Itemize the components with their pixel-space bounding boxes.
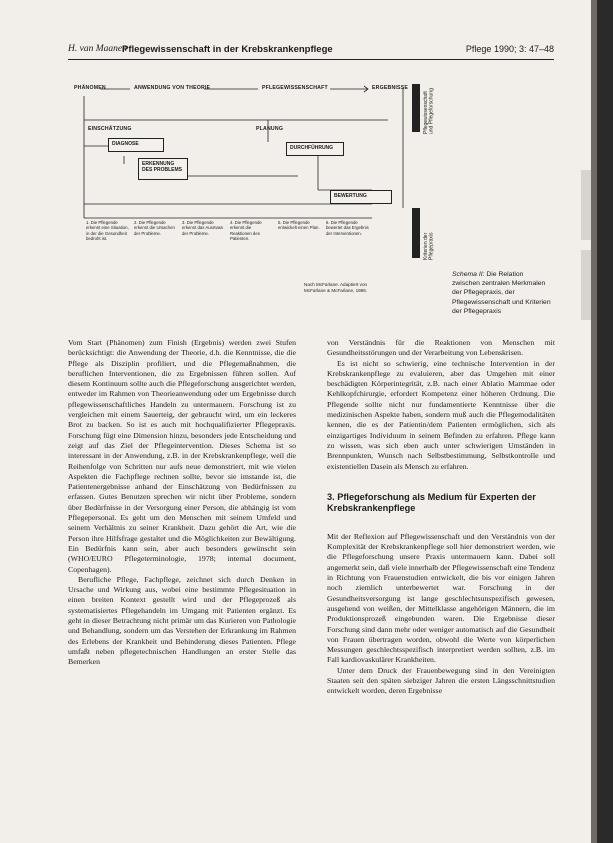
- page-side-tab: [581, 250, 591, 320]
- section-heading: 3. Pflegeforschung als Medium für Experten der Krebskrankenpflege: [327, 491, 536, 513]
- scheme-vertical-label-top: Pflegewissenschaft und Pflegeforschung: [423, 88, 435, 134]
- header-page-reference: Pflege 1990; 3: 47–48: [465, 44, 554, 54]
- scheme-step-2: 2. Die Pflegende erkennt die Ursachen der Probleme.: [134, 220, 175, 236]
- text-column-right: [327, 338, 555, 697]
- text-column-left: [68, 338, 296, 668]
- scheme-box-diagnosis: DIAGNOSE: [108, 138, 164, 152]
- body-paragraph: Es ist nicht so schwierig, eine technische Intervention in der Krebskrankenpflege zu evaluieren, aber das Umgehen mit einer beschädigten Körperintegrität, z.B. nach einer Ablatio Mammae oder Kehlkopfchirurgie, erfordert Kompetenz einer höheren Ordnung. Die Pflegende sollte nicht nur fundamentierte Kenntnisse über die medizinischen Aspekte haben, sondern muß auch die Pflegemodalitäten kennen, die es der Patientin/dem Patienten ermöglichen, sich als einzigartiges Individuum in seinem Befinden zu erfahren. Pflege kann zu wissen, was sich eben auch unter schwierigen Umständen in Brennpunkten, Wunsch nach Selbstbestimmung, Selbstkontrolle und existentiellen Dasein als Mensch zu erfahren.: [327, 358, 555, 471]
- body-paragraph: Mit der Reflexion auf Pflegewissenschaft und den Verständnis von der Komplexität der Krebskrankenpflege soll hier demonstriert werden, wie die Pflegeforschung unsere Praxis untermauern kann. Dabei soll angemerkt sein, daß viele innerhalb der Pflegewissenschaft eine Tendenz in Richtung von Frauenstudien entwickelt, die bis vor einigen Jahren noch ziemlich unterbewertet war. Forschung in der Gesundheitsversorgung ist lange geschlechtsunspezifisch gewesen, ausgehend von weißen, der Mittelklasse angehörigen Männern, die im Produktionsprozeß eingebunden waren. Die Ergebnisse dieser Forschung sind dann mehr oder weniger automatisch auf die Gesundheit von Frauen übertragen worden, obwohl die Werte von körperlichen Messungen geschlechtsspezifisch interpretiert werden sollten, z.B. im Fall kardiovaskulärer Krankheiten.: [327, 531, 555, 665]
- caption-label: Schema II:: [452, 271, 485, 278]
- scheme-step-3: 3. Die Pflegende erkennt das Ausmass der Probleme.: [182, 220, 224, 236]
- scheme-label-assessment: EINSCHÄTZUNG: [88, 126, 132, 132]
- body-paragraph: Vom Start (Phänomen) zum Finish (Ergebnis) werden zwei Stufen berücksichtigt: die Anwendung der Theorie, d.h. die Kenntnisse, die die Pflege als Disziplin profiliert, und die Pflegemaßnahmen, die beruflichen Interventionen, die zu Ergebnissen führen sollen. Auf diesem Kontinuum sollte auch die Pflegeforschung ausgerichtet werden, entweder im Rahmen von Theorieanwendung oder um Ergebnisse durch pflegewissenschaftliches Handeln zu untermauern. Forschung ist zu vergleichen mit einem Sauerteig, der gebraucht wird, um ein leckeres Brot zu backen. So ist es auch mit hochqualifizierter Pflegepraxis. Forschung fügt eine Dimension hinzu, besonders jede Entscheidung und zeigt auf das Ziel der Pflegeintervention. Dieses Schema ist so interessant in der Anwendung, z.B. in der Krebskrankenpflege, weil die Reihenfolge von Schritten nur aufs neue demonstriert, mit wie vielen Aspekten die Fachpflege rechnen sollte, bevor sie imstande ist, die Patientenergebnisse anhand der Einschätzung von Bedürfnissen zu erfassen. Gutes Benutzen sprechen wir nicht über Probleme, sondern über Bedürfnisse in der Versorgung einer Person, die abhängig ist vom Pflegepersonal. Es geht um den Menschen mit seinem Umfeld und seinem Verhältnis zu seiner Krankheit. Dazu gehört die Art, wie die Person ihre Hilfsfrage gestaltet und die Möglichkeiten zur Bewältigung. Ein Bedürfnis kann sein, aber auch besonders gewünscht sein (WHO/EURO Pflegeterminologie, 1978; internal document, Copenhagen).: [68, 338, 296, 574]
- body-paragraph: Unter dem Druck der Frauenbewegung sind in den Vereinigten Staaten seit den späten siebziger Jahren die ersten Längsschnittstudien entwickelt worden, deren Ergebnisse: [327, 665, 555, 696]
- body-paragraph: Berufliche Pflege, Fachpflege, zeichnet sich durch Denken in Ursache und Wirkung aus, wobei eine bestimmte Pflegesituation in einen breiten Kontext gestellt wird und der Pflegeprozeß als systematisiertes Pflegehandeln im Umgang mit Patienten ergänzt. Es geht in dieser Betrachtung nicht primär um das Kurieren von Pathologie und Behandlung, sondern um das Verstehen der Erkrankung im Rahmen des Erlebens der Krankheit und Behinderung dieses Patienten. Pflege umfaßt neben pflegetechnischen Handlungen an erster Stelle das Bemerken: [68, 574, 296, 667]
- scan-dark-edge: [591, 0, 613, 843]
- body-paragraph: von Verständnis für die Reaktionen von Menschen mit Gesundheitsstörungen und der Verarbeitung von Lebenskrisen.: [327, 338, 555, 358]
- scheme-box-implementation: DURCHFÜHRUNG: [286, 142, 344, 156]
- scheme-vertical-label-bottom: Kriterien der Pflegepraxis: [423, 232, 435, 260]
- scheme-box-evaluation: BEWERTUNG: [330, 190, 392, 204]
- running-header: [68, 41, 554, 60]
- header-author: H. van Maanen: [68, 44, 127, 54]
- scheme-label-planning: PLANUNG: [256, 126, 284, 132]
- page-side-tab: [581, 170, 591, 240]
- scheme-source-note: Nach McFarlane. Adaptiert von McFarlane & McFarlane, 1986.: [304, 282, 368, 293]
- scheme-label-phenomenon: PHÄNOMEN: [74, 85, 106, 91]
- caption-text: Die Relation zwischen zentralen Merkmalen der Pflegepraxis, der Pflegewissenschaft und Kriterien der Pflegepraxis: [452, 271, 551, 315]
- scheme-step-6: 6. Die Pflegende bewertet das Ergebnis der Interventionen.: [326, 220, 369, 236]
- scheme-label-theory: ANWENDUNG VON THEORIE: [134, 85, 211, 91]
- scheme-label-results: ERGEBNISSE: [372, 85, 409, 91]
- scheme-box-problem-recognition: ERKENNUNG DES PROBLEMS: [138, 158, 188, 180]
- scheme-caption: [452, 270, 552, 316]
- header-title: Pflegewissenschaft in der Krebskrankenpflege: [122, 44, 333, 55]
- scheme-step-4: 4. Die Pflegende erkennt die Reaktionen des Patienten.: [230, 220, 262, 242]
- scheme-step-5: 5. Die Pflegende entwickelt einen Plan.: [278, 220, 320, 231]
- scheme-step-1: 1. Die Pflegende erkennt eine Situation, in der die Gesundheit bedroht ist.: [86, 220, 129, 242]
- scheme-label-science: PFLEGEWISSENSCHAFT: [262, 85, 328, 91]
